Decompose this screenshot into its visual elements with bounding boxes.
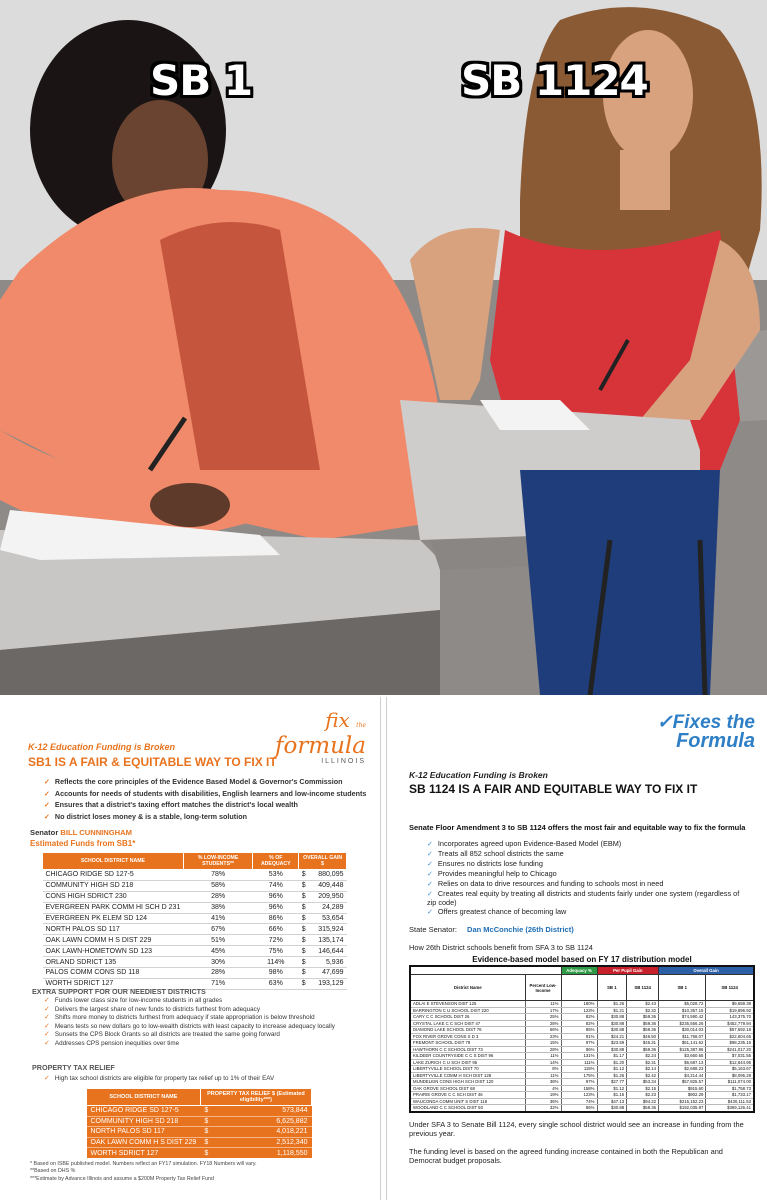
doc-heading: SB 1124 IS A FAIR AND EQUITABLE WAY TO FIX IT bbox=[409, 782, 698, 796]
table-cell: $4,214.44 bbox=[659, 1072, 706, 1079]
table-cell: 51% bbox=[183, 935, 252, 946]
table-cell: $6,687.13 bbox=[659, 1059, 706, 1066]
table-cell: ADLAI E STEVENSON DIST 125 bbox=[410, 1001, 525, 1008]
logo-word-illinois: ILLINOIS bbox=[321, 758, 366, 765]
list-item: ✓ Relies on data to drive resources and funding to schools most in need bbox=[427, 880, 747, 890]
table-cell: $57,692.18 bbox=[706, 1027, 754, 1034]
table-cell: 66% bbox=[253, 924, 299, 935]
table-cell: 17% bbox=[525, 1007, 561, 1014]
table-cell: WORTH SDRICT 127 bbox=[43, 978, 184, 989]
table-cell: $1.21 bbox=[597, 1007, 627, 1014]
table-cell: KILDEER COUNTRYSIDE C C S DIST 96 bbox=[410, 1053, 525, 1060]
table-cell: LIBERTYVILLE SCHOOL DIST 70 bbox=[410, 1066, 525, 1073]
table-header: OVERALL GAIN $ bbox=[299, 853, 347, 870]
table-cell: $ bbox=[299, 946, 313, 957]
senator-name: BILL CUNNINGHAM bbox=[60, 828, 132, 837]
table-header: SB 1 bbox=[597, 975, 627, 1001]
table-cell: 96% bbox=[253, 891, 299, 902]
table-cell: $30,014.03 bbox=[659, 1027, 706, 1034]
doc-subheading: K-12 Education Funding is Broken bbox=[28, 742, 176, 752]
table-row bbox=[43, 880, 347, 891]
property-tax-heading: PROPERTY TAX RELIEF bbox=[32, 1063, 115, 1072]
table-cell: $ bbox=[299, 924, 313, 935]
right-woman-neck bbox=[620, 150, 670, 210]
table-cell: $9,659.39 bbox=[706, 1001, 754, 1008]
table-cell: $111,074.00 bbox=[706, 1079, 754, 1086]
table-cell: $902.29 bbox=[659, 1092, 706, 1099]
funding-increase-note: Under SFA 3 to Senate Bill 1124, every single school district would see an increase in funding from the previous year. bbox=[409, 1120, 744, 1139]
table-cell: WAUCONDA COMM UNIT S DIST 118 bbox=[410, 1098, 525, 1105]
table-cell: 880,095 bbox=[313, 870, 347, 881]
table-cell: $ bbox=[299, 880, 313, 891]
table-header: SB 1 bbox=[659, 975, 706, 1001]
table-cell: MUNDELEIN CONS HIGH SCH DIST 120 bbox=[410, 1079, 525, 1086]
table-cell: 82% bbox=[561, 1020, 597, 1027]
table-cell: 28% bbox=[525, 1020, 561, 1027]
table-cell: 66% bbox=[525, 1027, 561, 1034]
table-cell: $57,825.57 bbox=[659, 1079, 706, 1086]
list-item: ✓ Provides meaningful help to Chicago bbox=[427, 870, 747, 880]
table-cell: 15% bbox=[525, 1040, 561, 1047]
amendment-intro: Senate Floor Amendment 3 to SB 1124 offers the most fair and equitable way to fix the formula bbox=[409, 823, 746, 832]
logo-word-the: the bbox=[356, 722, 366, 729]
table-cell: $125,387.86 bbox=[659, 1046, 706, 1053]
list-item: ✓ Incorporates agreed upon Evidence-Based Model (EBM) bbox=[427, 840, 747, 850]
table-cell: $5,028.72 bbox=[659, 1001, 706, 1008]
table-cell: $ bbox=[200, 1127, 214, 1138]
table-cell: 11% bbox=[525, 1053, 561, 1060]
table-cell: 6,625,882 bbox=[214, 1116, 311, 1127]
table-cell: 409,448 bbox=[313, 880, 347, 891]
district-gain-table bbox=[409, 965, 755, 1113]
table-title: Evidence-based model based on FY 17 distribution model bbox=[472, 955, 692, 964]
table-header: PROPERTY TAX RELIEF $ (Estimated eligibility***) bbox=[200, 1089, 311, 1106]
meme-label-left: SB 1 bbox=[150, 56, 253, 105]
table-cell: $ bbox=[200, 1106, 214, 1117]
table-header: % LOW-INCOME STUDENTS** bbox=[183, 853, 252, 870]
table-cell: COMMUNITY HIGH SD 218 bbox=[87, 1116, 201, 1127]
table-cell: 53% bbox=[253, 870, 299, 881]
table-cell: $19,896.92 bbox=[706, 1007, 754, 1014]
table-cell: OAK LAWN-HOMETOWN SD 123 bbox=[43, 946, 184, 957]
doc-subheading: K-12 Education Funding is Broken bbox=[409, 770, 548, 780]
table-cell: 72% bbox=[253, 935, 299, 946]
table-cell: $51,141.62 bbox=[659, 1040, 706, 1047]
table-cell: $2.43 bbox=[627, 1001, 659, 1008]
table-cell: 209,950 bbox=[313, 891, 347, 902]
left-woman-hand bbox=[150, 483, 230, 527]
extra-support-list bbox=[44, 997, 335, 1049]
table-row bbox=[43, 924, 347, 935]
table-row bbox=[43, 902, 347, 913]
table-cell: 135,174 bbox=[313, 935, 347, 946]
table-cell: $ bbox=[299, 902, 313, 913]
table-cell: $241,017.20 bbox=[706, 1046, 754, 1053]
property-tax-list bbox=[44, 1074, 274, 1085]
table-cell: $1.26 bbox=[597, 1072, 627, 1079]
table-cell: $2.42 bbox=[627, 1072, 659, 1079]
funding-basis-note: The funding level is based on the agreed funding increase contained in both the Republican and Democrat budget proposals. bbox=[409, 1147, 723, 1166]
table-cell: 41% bbox=[183, 913, 252, 924]
table-cell: OAK LAWN COMM H S DIST 229 bbox=[87, 1137, 201, 1148]
table-cell: 78% bbox=[183, 870, 252, 881]
table-cell: 71% bbox=[183, 978, 252, 989]
table-cell: 25% bbox=[525, 1014, 561, 1021]
table-cell: 63% bbox=[253, 978, 299, 989]
table-cell: 180% bbox=[561, 1001, 597, 1008]
list-item: ✓ Treats all 852 school districts the same bbox=[427, 850, 747, 860]
table-cell: WOODLAND C C SCHOOL DIST 50 bbox=[410, 1105, 525, 1112]
table-row bbox=[43, 935, 347, 946]
list-item: ✓ No district loses money & is a stable, long-term solution bbox=[44, 812, 366, 824]
table-cell: $2.32 bbox=[627, 1007, 659, 1014]
table-cell: BARRINGTON C U SCHOOL DIST 220 bbox=[410, 1007, 525, 1014]
table-cell: $915.60 bbox=[659, 1085, 706, 1092]
table-header-spacer bbox=[525, 966, 561, 975]
fixes-the-formula-logo bbox=[657, 713, 755, 751]
table-header: Percent Low-Income bbox=[525, 975, 561, 1001]
table-cell: $2.14 bbox=[627, 1066, 659, 1073]
table-cell: 58% bbox=[183, 880, 252, 891]
table-header bbox=[561, 975, 597, 1001]
table-cell: 2,512,340 bbox=[214, 1137, 311, 1148]
table-cell: $235,556.26 bbox=[659, 1020, 706, 1027]
fix-the-formula-logo bbox=[274, 708, 366, 765]
table-cell: OAK GROVE SCHOOL DIST 68 bbox=[410, 1085, 525, 1092]
table-cell: 11% bbox=[525, 1072, 561, 1079]
table-cell: $1.26 bbox=[597, 1001, 627, 1008]
senator-label: State Senator: bbox=[409, 925, 457, 934]
table-cell: 30% bbox=[183, 957, 252, 968]
table-cell: 74% bbox=[561, 1098, 597, 1105]
table-cell: 158% bbox=[561, 1085, 597, 1092]
table-cell: $30.88 bbox=[597, 1027, 627, 1034]
table-row bbox=[87, 1127, 312, 1138]
list-item: ✓ Accounts for needs of students with disabilities, English learners and low-income students bbox=[44, 789, 366, 801]
table-row bbox=[43, 913, 347, 924]
table-cell: $ bbox=[299, 978, 313, 989]
table-cell: $1.20 bbox=[597, 1059, 627, 1066]
table-cell: 24,289 bbox=[313, 902, 347, 913]
table-row bbox=[43, 870, 347, 881]
table-cell: $12,844.95 bbox=[706, 1059, 754, 1066]
table-cell: $59.36 bbox=[627, 1046, 659, 1053]
table-cell: 82% bbox=[561, 1014, 597, 1021]
table-cell: 75% bbox=[253, 946, 299, 957]
table-cell: 74% bbox=[253, 880, 299, 891]
table-cell: $59.36 bbox=[627, 1027, 659, 1034]
table-cell: $1.12 bbox=[597, 1066, 627, 1073]
funds-table-body bbox=[43, 870, 347, 990]
table-cell: $2,688.23 bbox=[659, 1066, 706, 1073]
amendment-list bbox=[427, 840, 747, 918]
table-cell: $215,152.23 bbox=[659, 1098, 706, 1105]
footnote: ***Estimate by Advance Illinois and assume a $200M Property Tax Relief Fund bbox=[30, 1175, 214, 1182]
table-cell: 175% bbox=[561, 1072, 597, 1079]
list-item: ✓ Means tests so new dollars go to low-wealth districts with least capacity to increase adequacy locally bbox=[44, 1023, 335, 1032]
table-cell: $ bbox=[299, 968, 313, 979]
table-cell: $98,235.16 bbox=[706, 1040, 754, 1047]
table-header: % OF ADEQUACY bbox=[253, 853, 299, 870]
table-cell: $8,095.28 bbox=[706, 1072, 754, 1079]
sb1-flyer bbox=[0, 697, 381, 1200]
table-cell: $1,733.17 bbox=[706, 1092, 754, 1099]
table-cell: 32% bbox=[525, 1105, 561, 1112]
table-cell: 146,644 bbox=[313, 946, 347, 957]
table-cell: 4,018,221 bbox=[214, 1127, 311, 1138]
table-cell: 5,936 bbox=[313, 957, 347, 968]
table-cell: 45% bbox=[183, 946, 252, 957]
table-cell: $30.88 bbox=[597, 1020, 627, 1027]
table-cell: COMMUNITY HIGH SD 218 bbox=[43, 880, 184, 891]
table-cell: $22,604.65 bbox=[706, 1033, 754, 1040]
funds-label: Estimated Funds from SB1* bbox=[30, 839, 136, 848]
table-cell: 86% bbox=[561, 1105, 597, 1112]
table-cell: 97% bbox=[561, 1079, 597, 1086]
district-gain-table-body bbox=[410, 1001, 754, 1112]
senator-line bbox=[409, 925, 574, 934]
table-cell: 47,699 bbox=[313, 968, 347, 979]
table-cell: 8% bbox=[525, 1066, 561, 1073]
table-cell: 28% bbox=[183, 891, 252, 902]
list-item: ✓ Sunsets the CPS Block Grants so all districts are treated the same going forward bbox=[44, 1031, 335, 1040]
table-cell: $430,111.53 bbox=[706, 1098, 754, 1105]
footnotes bbox=[30, 1161, 257, 1183]
table-cell: WORTH SDRICT 127 bbox=[87, 1148, 201, 1159]
table-cell: 28% bbox=[525, 1046, 561, 1053]
table-cell: $5,163.67 bbox=[706, 1066, 754, 1073]
table-cell: $46.50 bbox=[627, 1033, 659, 1040]
extra-support-heading: EXTRA SUPPORT FOR OUR NEEDIEST DISTRICTS bbox=[32, 987, 206, 996]
table-row bbox=[410, 1105, 754, 1112]
table-cell: NORTH PALOS SD 117 bbox=[87, 1127, 201, 1138]
table-cell: 38% bbox=[525, 1079, 561, 1086]
table-cell: 123% bbox=[561, 1007, 597, 1014]
table-cell: LIBERTYVILLE COMM H SCH DIST 128 bbox=[410, 1072, 525, 1079]
table-row bbox=[87, 1106, 312, 1117]
table-cell: 114% bbox=[253, 957, 299, 968]
footnote: * Based on ISBE published model. Numbers reflect an FY17 simulation. FY18 Numbers will vary. bbox=[30, 1161, 257, 1167]
table-cell: $45.31 bbox=[627, 1040, 659, 1047]
table-row bbox=[43, 946, 347, 957]
table-cell: 97% bbox=[561, 1040, 597, 1047]
table-row bbox=[43, 957, 347, 968]
sb1124-flyer bbox=[386, 697, 767, 1200]
list-item: ✓ Funds lower class size for low-income students in all grades bbox=[44, 997, 335, 1006]
table-cell: $ bbox=[299, 957, 313, 968]
table-row bbox=[43, 968, 347, 979]
table-cell: $30.88 bbox=[597, 1105, 627, 1112]
table-cell: 86% bbox=[253, 913, 299, 924]
table-header: SCHOOL DISTRICT NAME bbox=[87, 1089, 201, 1106]
principles-list bbox=[44, 777, 366, 823]
table-cell: OAK LAWN COMM H S DIST 229 bbox=[43, 935, 184, 946]
table-cell: 96% bbox=[253, 902, 299, 913]
table-header: SB 1124 bbox=[706, 975, 754, 1001]
table-cell: $2.24 bbox=[627, 1053, 659, 1060]
table-cell: 38% bbox=[183, 902, 252, 913]
table-cell: 4% bbox=[525, 1085, 561, 1092]
table-group-header: Adequacy % bbox=[561, 966, 597, 975]
table-cell: 36% bbox=[525, 1098, 561, 1105]
table-cell: 67% bbox=[183, 924, 252, 935]
table-cell: 98% bbox=[253, 968, 299, 979]
table-cell: EVERGREEN PK ELEM SD 124 bbox=[43, 913, 184, 924]
table-cell: ORLAND SDRICT 135 bbox=[43, 957, 184, 968]
logo-line-2: Formula bbox=[676, 730, 755, 752]
table-cell: $ bbox=[299, 891, 313, 902]
table-cell: 85% bbox=[561, 1027, 597, 1034]
table-cell: FOX RIVER GROVE CONS S D 3 bbox=[410, 1033, 525, 1040]
table-header: District Name bbox=[410, 975, 525, 1001]
table-cell: $ bbox=[200, 1116, 214, 1127]
table-cell: 131% bbox=[561, 1053, 597, 1060]
table-header: SCHOOL DISTRICT NAME bbox=[43, 853, 184, 870]
table-cell: $1.17 bbox=[597, 1053, 627, 1060]
table-cell: CHICAGO RIDGE SD 127-5 bbox=[87, 1106, 201, 1117]
table-cell: PALOS COMM CONS SD 118 bbox=[43, 968, 184, 979]
table-row bbox=[87, 1116, 312, 1127]
table-cell: $23.59 bbox=[597, 1040, 627, 1047]
table-cell: $2.15 bbox=[627, 1085, 659, 1092]
table-cell: $1.16 bbox=[597, 1092, 627, 1099]
table-cell: 193,129 bbox=[313, 978, 347, 989]
table-cell: $ bbox=[299, 870, 313, 881]
table-cell: $30.88 bbox=[597, 1046, 627, 1053]
table-cell: $ bbox=[200, 1148, 214, 1159]
table-cell: $10,357.15 bbox=[659, 1007, 706, 1014]
table-cell: $59.36 bbox=[627, 1105, 659, 1112]
table-cell: $1.12 bbox=[597, 1085, 627, 1092]
table-cell: $47.13 bbox=[597, 1098, 627, 1105]
property-tax-table bbox=[86, 1088, 312, 1158]
table-cell: 23% bbox=[525, 1033, 561, 1040]
table-cell: HAWTHORN C C SCHOOL DIST 73 bbox=[410, 1046, 525, 1053]
table-cell: $94.22 bbox=[627, 1098, 659, 1105]
table-cell: 143,375.70 bbox=[706, 1014, 754, 1021]
list-item: ✓ Reflects the core principles of the Evidence Based Model & Governor's Commission bbox=[44, 777, 366, 789]
table-group-header: Per Pupil Gain bbox=[597, 966, 659, 975]
table-cell: $369,126.41 bbox=[706, 1105, 754, 1112]
logo-word-fix: fix bbox=[325, 708, 350, 732]
table-cell: CARY C C SCHOOL DIST 26 bbox=[410, 1014, 525, 1021]
funds-table bbox=[42, 852, 347, 990]
senator-label: Senator bbox=[30, 828, 59, 837]
table-row bbox=[87, 1148, 312, 1159]
table-cell: $2.31 bbox=[627, 1059, 659, 1066]
table-cell: $2.23 bbox=[627, 1092, 659, 1099]
table-cell: CONS HIGH SDRICT 230 bbox=[43, 891, 184, 902]
list-item: ✓ Shifts more money to districts furthest from adequacy if state appropriation is below threshold bbox=[44, 1014, 335, 1023]
property-tax-table-body bbox=[87, 1106, 312, 1159]
list-item: ✓ Ensures no districts lose funding bbox=[427, 860, 747, 870]
table-cell: 91% bbox=[561, 1033, 597, 1040]
table-cell: $3,660.65 bbox=[659, 1053, 706, 1060]
table-cell: $452,779.94 bbox=[706, 1020, 754, 1027]
doc-heading: SB1 IS A FAIR & EQUITABLE WAY TO FIX IT bbox=[28, 755, 277, 769]
table-cell: CRYSTAL LAKE C C SCH DIST 47 bbox=[410, 1020, 525, 1027]
list-item: ✓ Offers greatest chance of becoming law bbox=[427, 908, 747, 918]
table-cell: $ bbox=[200, 1137, 214, 1148]
table-cell: $1,758.73 bbox=[706, 1085, 754, 1092]
list-item: ✓ Addresses CPS pension inequities over time bbox=[44, 1040, 335, 1049]
table-cell: LAKE ZURICH C U SCH DIST 95 bbox=[410, 1059, 525, 1066]
table-cell: 123% bbox=[561, 1092, 597, 1099]
list-item: ✓ Delivers the largest share of new funds to districts furthest from adequacy bbox=[44, 1006, 335, 1015]
table-group-header: Overall Gain bbox=[659, 966, 754, 975]
right-woman-jeans bbox=[520, 470, 720, 695]
table-cell: $11,768.07 bbox=[659, 1033, 706, 1040]
table-cell: $59.36 bbox=[627, 1014, 659, 1021]
senator-name: Dan McConchie (26th District) bbox=[467, 925, 574, 934]
table-header-spacer bbox=[410, 966, 525, 975]
table-cell: $192,035.97 bbox=[659, 1105, 706, 1112]
table-row bbox=[87, 1137, 312, 1148]
table-cell: EVERGREEN PARK COMM HI SCH D 231 bbox=[43, 902, 184, 913]
table-cell: 19% bbox=[525, 1092, 561, 1099]
table-cell: 111% bbox=[561, 1059, 597, 1066]
meme-label-right: SB 1124 bbox=[461, 56, 648, 105]
table-cell: $30.88 bbox=[597, 1014, 627, 1021]
table-cell: $7,031.55 bbox=[706, 1053, 754, 1060]
table-cell: 86% bbox=[561, 1046, 597, 1053]
list-item: ✓ Creates real equity by treating all districts and students fairly under one system (regardless of zip code) bbox=[427, 890, 747, 909]
district-benefit-line: How 26th District schools benefit from SFA 3 to SB 1124 bbox=[409, 943, 593, 952]
table-cell: 53,654 bbox=[313, 913, 347, 924]
table-cell: PRAIRIE GROVE C C SCH DIST 46 bbox=[410, 1092, 525, 1099]
table-cell: $ bbox=[299, 935, 313, 946]
table-cell: $ bbox=[299, 913, 313, 924]
table-cell: $74,590.42 bbox=[659, 1014, 706, 1021]
table-cell: FREMONT SCHOOL DIST 79 bbox=[410, 1040, 525, 1047]
table-cell: 28% bbox=[183, 968, 252, 979]
table-cell: $27.77 bbox=[597, 1079, 627, 1086]
table-cell: $24.21 bbox=[597, 1033, 627, 1040]
table-cell: DIAMOND LAKE SCHOOL DIST 76 bbox=[410, 1027, 525, 1034]
table-cell: 315,924 bbox=[313, 924, 347, 935]
logo-line-1: ✓Fixes the bbox=[656, 712, 755, 733]
senator-line bbox=[30, 828, 132, 837]
table-cell: NORTH PALOS SD 117 bbox=[43, 924, 184, 935]
table-row bbox=[43, 891, 347, 902]
table-cell: 14% bbox=[525, 1059, 561, 1066]
list-item: ✓ High tax school districts are eligible for property tax relief up to 1% of their EAV bbox=[44, 1074, 274, 1085]
table-cell: $53.34 bbox=[627, 1079, 659, 1086]
table-cell: 573,844 bbox=[214, 1106, 311, 1117]
table-cell: 115% bbox=[561, 1066, 597, 1073]
table-cell: 1,118,550 bbox=[214, 1148, 311, 1159]
table-header: SB 1124 bbox=[627, 975, 659, 1001]
table-cell: 11% bbox=[525, 1001, 561, 1008]
list-item: ✓ Ensures that a district's taxing effort matches the district's local wealth bbox=[44, 800, 366, 812]
table-cell: CHICAGO RIDGE SD 127-5 bbox=[43, 870, 184, 881]
logo-word-formula: formula bbox=[274, 733, 366, 759]
footnote: **Based on DHS % bbox=[30, 1168, 76, 1175]
table-cell: $59.36 bbox=[627, 1020, 659, 1027]
